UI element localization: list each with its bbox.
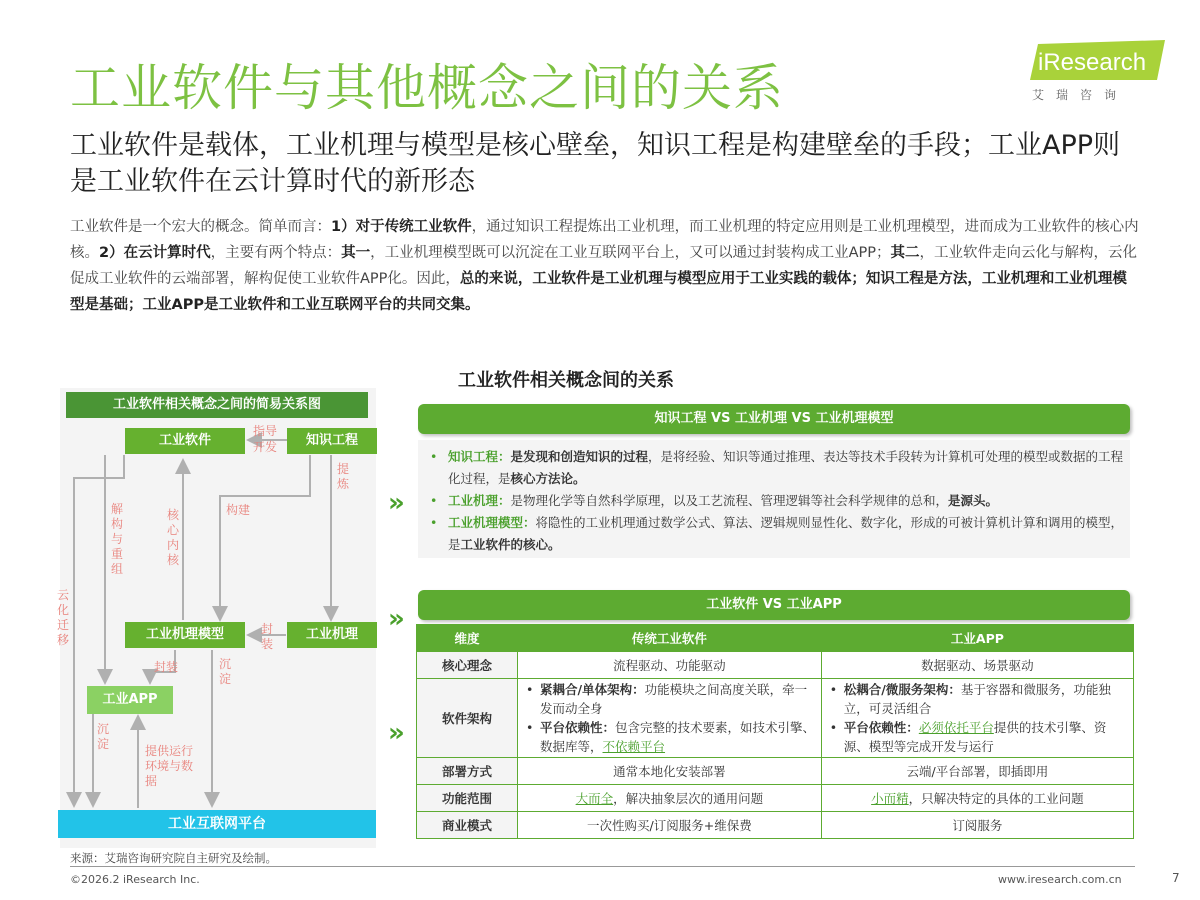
compare-panel-header: 工业软件 VS 工业APP: [418, 590, 1130, 620]
box-industrial-mechanism: 工业机理: [287, 622, 377, 648]
knowledge-list: [424, 446, 1124, 556]
label-guide: 指导: [253, 424, 278, 438]
chevron-right-icon: »: [388, 488, 405, 518]
label-provide-env: 提供运行环境与数据: [145, 744, 194, 788]
page-title: 工业软件与其他概念之间的关系: [70, 59, 784, 117]
label-decompose: 解构与重组: [110, 502, 123, 576]
label-encapsulate-model: 封装: [260, 622, 273, 651]
page-number: 7: [1172, 871, 1180, 885]
label-cloud-migration: 云化迁移: [56, 588, 69, 647]
label-build: 构建: [226, 503, 251, 517]
table-header-row: [417, 625, 1134, 652]
chevron-right-icon: »: [388, 604, 405, 634]
column-header: 工业APP: [821, 625, 1133, 652]
box-industrial-app: 工业APP: [87, 686, 173, 714]
website-link[interactable]: www.iresearch.com.cn: [998, 873, 1122, 886]
list-item: • 工业机理模型：将隐性的工业机理通过数学公式、算法、逻辑规则显性化、数字化，形成的可被计算机计算和调用的模型，是工业软件的核心。: [424, 512, 1124, 556]
iresearch-logo: [1030, 40, 1165, 82]
box-iiot-platform: 工业互联网平台: [58, 810, 376, 838]
table-row: 商业模式 一次性购买/订阅服务+维保费 订阅服务: [417, 812, 1134, 839]
label-settle-app: 沉淀: [96, 722, 109, 751]
body-paragraph: 工业软件是一个宏大的概念。简单而言：1）对于传统工业软件，通过知识工程提炼出工业机理，而工业机理的特定应用则是工业机理模型，进而成为工业软件的核心内核。2）在云计算时代，主要有两个特点：其一，工业机理模型既可以沉淀在工业互联网平台上，又可以通过封装构成工业APP；其二，工业软件走向云化与解构，云化促成工业软件的云端部署，解构促使工业软件APP化。因此，总的来说，工业软件是工业机理与模型应用于工业实践的载体；知识工程是方法，工业机理和工业机理模型是基础；工业APP是工业软件和工业互联网平台的共同交集。: [70, 219, 1139, 313]
label-encapsulate-app: 封装: [154, 660, 179, 674]
column-header: 维度: [417, 625, 518, 652]
label-settle-model: 沉淀: [218, 657, 231, 686]
footer-divider: [70, 866, 1135, 867]
label-core: 核心内核: [166, 508, 179, 567]
table-row: 软件架构 • 紧耦合/单体架构：功能模块之间高度关联，牵一发而动全身 • 平台依赖性：包含完整的技术要素，如技术引擎、数据库等，不依赖平台 • 松耦合/微服务架构：基于容器和微服务，功能独立，可灵活组合 • 平台依赖性：必须依托平台提供的技术引擎、资源、模型等完成开发与运行: [417, 679, 1134, 758]
list-item: • 工业机理：是物理化学等自然科学原理，以及工艺流程、管理逻辑等社会科学规律的总和，是源头。: [424, 490, 1124, 512]
knowledge-panel-header: 知识工程 VS 工业机理 VS 工业机理模型: [418, 404, 1130, 434]
table-row: 功能范围 大而全，解决抽象层次的通用问题 小而精，只解决特定的具体的工业问题: [417, 785, 1134, 812]
subtitle: 工业软件是载体，工业机理与模型是核心壁垒，知识工程是构建壁垒的手段；工业APP则是工业软件在云计算时代的新形态: [70, 130, 1121, 197]
table-row: 核心理念 流程驱动、功能驱动 数据驱动、场景驱动: [417, 652, 1134, 679]
label-refine: 提炼: [336, 462, 349, 491]
arrow-build: [220, 455, 310, 620]
column-header: 传统工业软件: [518, 625, 822, 652]
chevron-right-icon: »: [388, 718, 405, 748]
list-item: • 知识工程：是发现和创造知识的过程，是将经验、知识等通过推理、表达等技术手段转为计算机可处理的模型或数据的工程化过程，是核心方法论。: [424, 446, 1124, 490]
box-knowledge-engineering: 知识工程: [287, 428, 377, 454]
logo-chinese: 艾瑞咨询: [1032, 88, 1129, 102]
box-industrial-software: 工业软件: [125, 428, 245, 454]
diagram-title: 工业软件相关概念间的关系: [458, 370, 674, 391]
source-note: 来源：艾瑞咨询研究院自主研究及绘制。: [70, 851, 277, 865]
table-row: 部署方式 通常本地化安装部署 云端/平台部署，即插即用: [417, 758, 1134, 785]
relation-diagram-header: 工业软件相关概念之间的简易关系图: [66, 392, 368, 418]
logo-text: iResearch: [1038, 49, 1147, 76]
box-mechanism-model: 工业机理模型: [125, 622, 245, 648]
compare-table: [416, 624, 1134, 839]
copyright: ©2026.2 iResearch Inc.: [70, 873, 200, 886]
label-develop: 开发: [253, 440, 278, 454]
